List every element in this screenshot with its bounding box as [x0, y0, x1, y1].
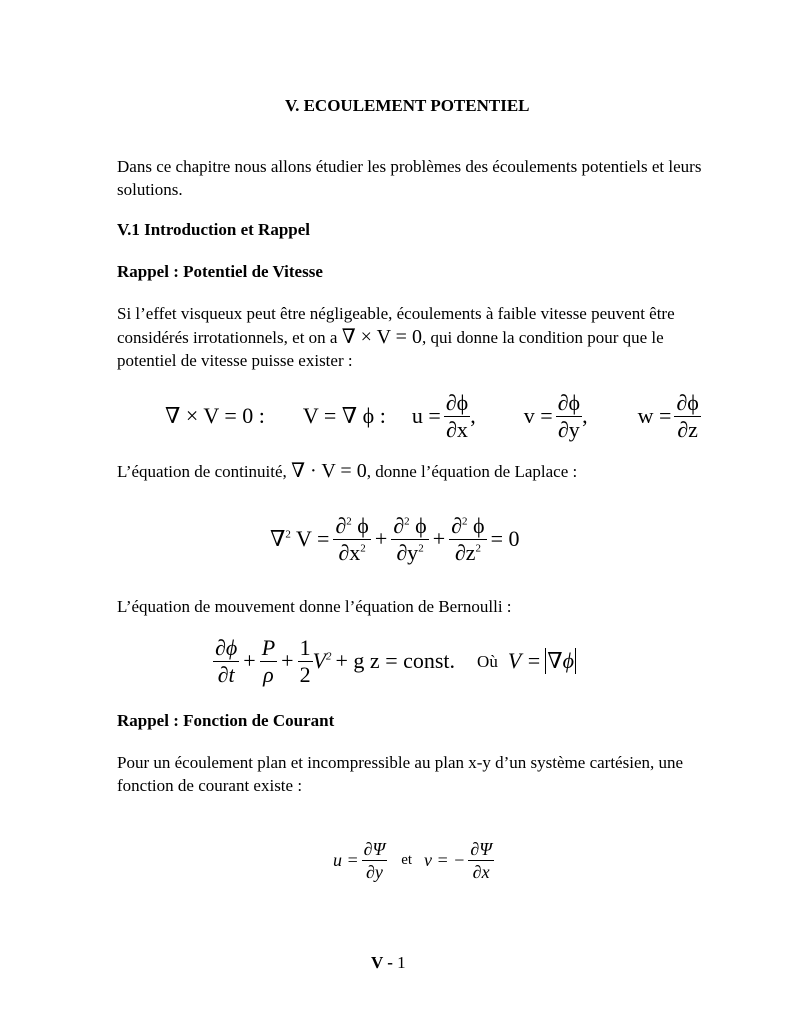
eq2-term-z-den: $\partial z^2$ — [454, 539, 481, 565]
eq1-w-lhs: w = — [637, 403, 672, 428]
eq3-abs-left — [545, 648, 546, 674]
eq1-u-den: ∂x — [446, 416, 468, 442]
eq2-term-x-den: $\partial x^2$ — [338, 539, 366, 565]
eq1-u-fraction — [444, 390, 470, 443]
eq3-frac-dphidt-den: ∂t — [217, 661, 235, 687]
eq4-v-num: ∂Ψ — [470, 838, 492, 859]
paragraph-irrotationnel-text-a: Si l’effet visqueux peut être négligeable, écoulements à faible vitesse peuvent être considérés irrotationnels, et on a — [117, 304, 675, 347]
eq3-frac-p-rho-den: ρ — [263, 661, 274, 687]
eq1-u-sep: , — [470, 403, 476, 428]
eq1-w-fraction — [674, 390, 700, 443]
eq1-v-sep: , — [582, 403, 588, 428]
eq3-frac-half — [298, 635, 313, 688]
eq3-frac-dphidt-num: ∂ϕ — [215, 634, 238, 660]
page-number — [371, 951, 406, 974]
eq4-u-lhs: u = — [333, 849, 359, 870]
eq3-plus-1: + — [243, 648, 256, 673]
eq3-abs-right — [575, 648, 576, 674]
eq1-v-num: ∂ϕ — [557, 389, 581, 415]
eq1-w-num: ∂ϕ — [676, 389, 699, 415]
eq4-u-num: ∂Ψ — [363, 838, 386, 859]
eq4-v-den: ∂x — [472, 861, 490, 882]
eq1-grad: V = ∇ ϕ : — [302, 403, 386, 428]
eq2-plus-2: + — [432, 526, 446, 551]
eq1-w-den: ∂z — [677, 416, 698, 442]
paragraph-irrotationnel — [117, 302, 717, 373]
paragraph-irrotationnel-text-b: , qui donne la condition pour que le potentiel de vitesse puisse exister : — [117, 327, 664, 370]
eq4-et: et — [401, 851, 413, 868]
eq2-term-x — [333, 513, 370, 566]
inline-divergence-equation: ∇ · V = 0 — [291, 460, 367, 482]
section-heading: V.1 Introduction et Rappel — [117, 220, 311, 239]
eq3-frac-p-rho — [260, 635, 277, 688]
eq3-plus-2: + — [281, 648, 294, 673]
eq1-v-fraction — [556, 390, 582, 443]
eq2-plus-1: + — [374, 526, 388, 551]
eq4-u-den: ∂y — [365, 861, 383, 882]
paragraph-fonction-courant: Pour un écoulement plan et incompressible au plan x-y d’un système cartésien, une fonction de courant existe : — [117, 753, 684, 795]
paragraph-continuite-text-b: , donne l’équation de Laplace : — [366, 462, 578, 481]
eq2-lhs: ∇$^2$ V = — [270, 526, 330, 551]
eq3-dot: . — [449, 648, 456, 673]
eq3-ou: Où — [477, 651, 498, 671]
equation-laplace — [270, 510, 520, 568]
paragraph-continuite — [117, 460, 577, 483]
page-number-value: 1 — [392, 953, 406, 972]
page-number-prefix: V - — [371, 953, 393, 972]
heading-potentiel-vitesse: Rappel : Potentiel de Vitesse — [117, 262, 323, 281]
eq3-vdef-inner: ∇ϕ — [547, 648, 574, 673]
eq1-u-lhs: u = — [411, 403, 441, 428]
equation-bernoulli — [213, 632, 577, 690]
inline-curl-equation: ∇ × V = 0 — [341, 325, 422, 348]
eq1-u-num: ∂ϕ — [445, 389, 469, 415]
eq2-term-y — [391, 513, 428, 566]
equation-stream-function — [333, 834, 494, 886]
eq2-term-y-den: $\partial y^2$ — [396, 539, 424, 565]
eq4-v-fraction — [468, 838, 494, 883]
eq3-gz-const: + g z = const — [335, 648, 450, 673]
equation-velocity-potential — [165, 388, 701, 444]
eq2-rhs: = 0 — [490, 526, 520, 551]
eq1-v-den: ∂y — [557, 416, 580, 442]
eq3-frac-half-den: 2 — [299, 661, 311, 687]
page-title: V. ECOULEMENT POTENTIEL — [285, 96, 530, 115]
eq3-vdef-lhs: V = — [507, 648, 542, 673]
paragraph-bernoulli: L’équation de mouvement donne l’équation de Bernoulli : — [117, 597, 512, 616]
eq2-term-z-num: ∂$^2$ ϕ — [451, 512, 485, 538]
eq3-frac-dphidt — [213, 635, 239, 688]
eq3-frac-p-rho-num: P — [261, 634, 276, 660]
eq4-v-lhs: v = − — [424, 849, 466, 870]
eq3-v-squared: $V^2$ — [312, 648, 332, 673]
heading-fonction-courant: Rappel : Fonction de Courant — [117, 711, 335, 730]
eq4-u-fraction — [362, 838, 388, 883]
eq2-term-x-num: ∂$^2$ ϕ — [335, 512, 369, 538]
eq3-frac-half-num: 1 — [299, 634, 311, 660]
eq1-curl: ∇ × V = 0 : — [165, 403, 265, 428]
intro-paragraph: Dans ce chapitre nous allons étudier les problèmes des écoulements potentiels et leurs solutions. — [117, 157, 702, 199]
eq2-term-z — [449, 513, 486, 566]
eq1-v-lhs: v = — [523, 403, 553, 428]
paragraph-continuite-text-a: L’équation de continuité, — [117, 462, 287, 481]
eq2-term-y-num: ∂$^2$ ϕ — [393, 512, 427, 538]
